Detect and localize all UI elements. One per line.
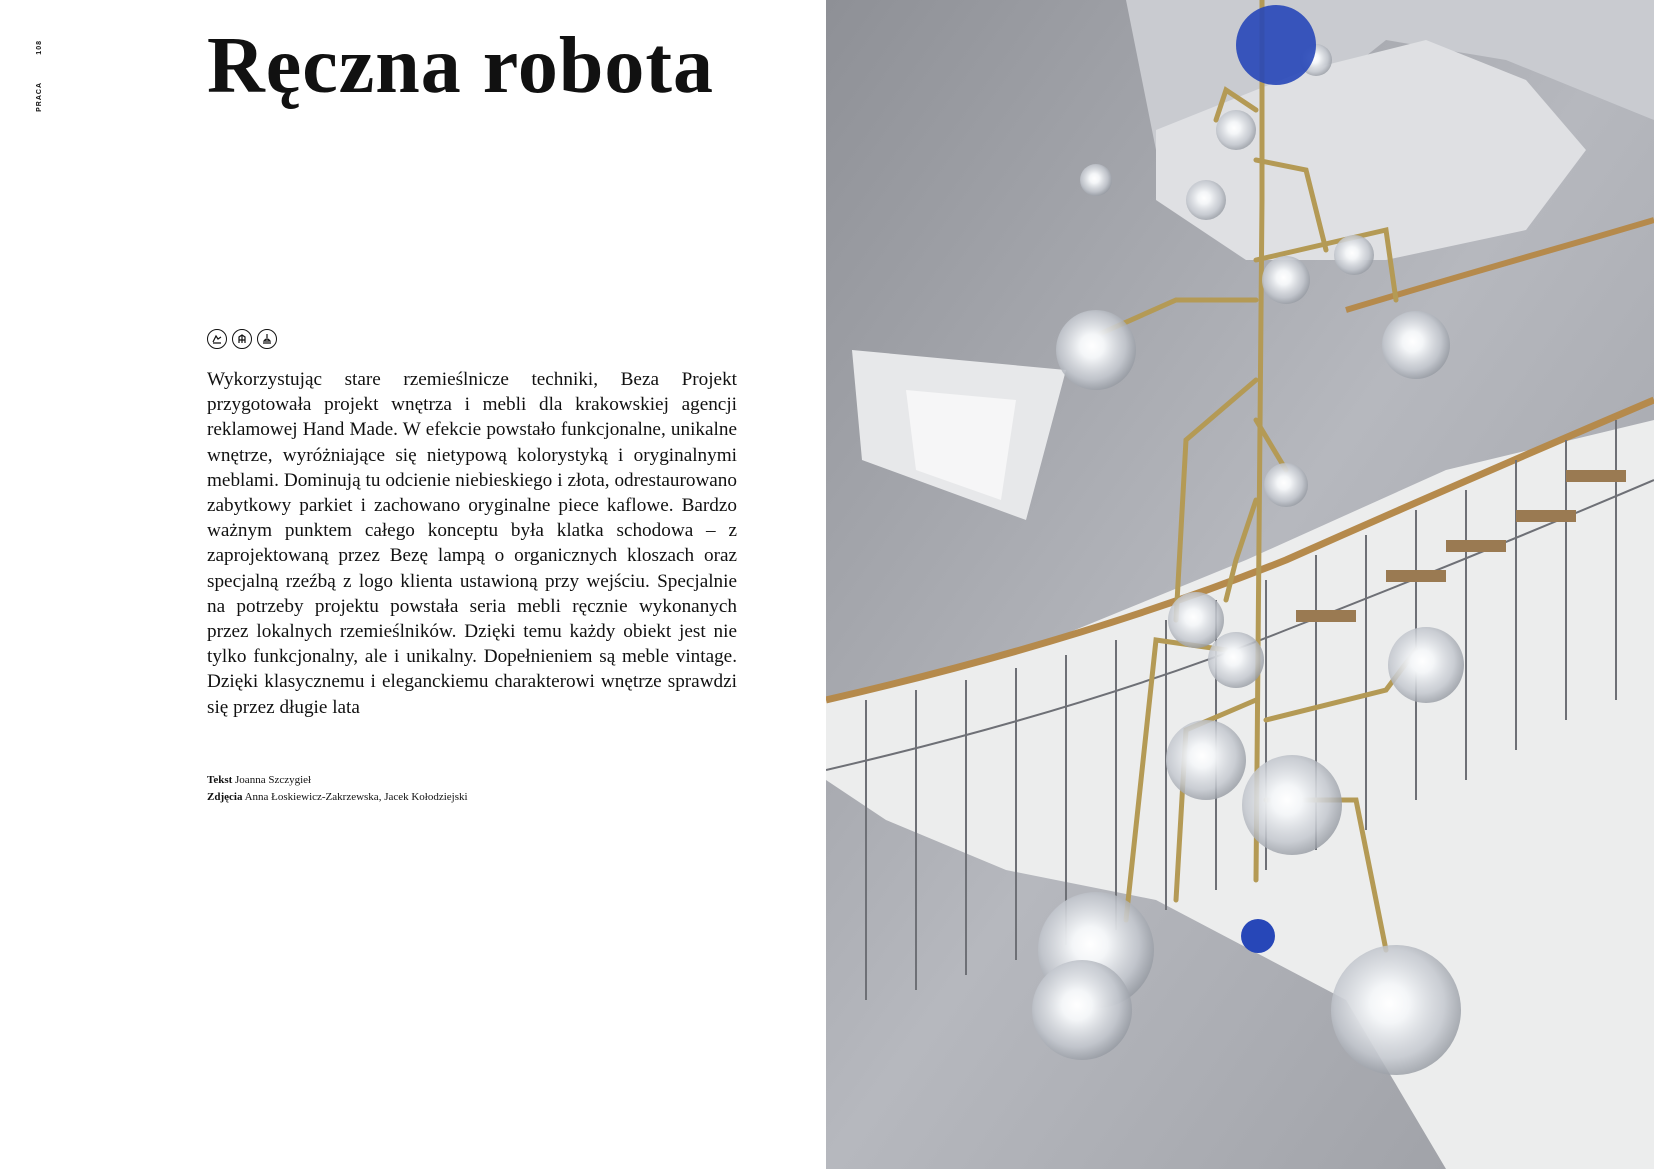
text-credit-label: Tekst [207, 774, 233, 786]
article-body: Wykorzystując stare rzemieślnicze techniki, Beza Projekt przygotowała projekt wnętrza i mebli dla krakowskiej agencji reklamowej Hand Made. W efekcie powstało funkcjonalne, unikalne wnętrze, wyróżniające się nietypową kolorystyką i oryginalnymi meblami. Dominują tu odcienie niebieskiego i złota, odrestaurowano zabytkowy parkiet i zachowano oryginalne piece kaflowe. Bardzo ważnym punktem całego konceptu była klatka schodowa – z zaprojektowaną przez Bezę lampą o organicznych kloszach oraz specjalną rzeźbą z logo klienta ustawioną przy wejściu. Specjalnie na potrzeby projektu powstała seria mebli ręcznie wykonanych przez lokalnych rzemieślników. Dzięki temu każdy obiekt jest nie tylko funkcjonalny, ale i unikalny. Dopełnieniem są meble vintage. Dzięki klasycznemu i eleganckiemu charakterowi wnętrze sprawdzi się przez długie lata [207, 369, 737, 718]
text-credit [207, 772, 657, 789]
design-icon [232, 329, 252, 349]
page-number: 108 [36, 40, 43, 55]
photo-credit [207, 789, 657, 806]
photo-illustration [826, 0, 1654, 1169]
lamp-icon [257, 329, 277, 349]
credits [207, 772, 657, 806]
photo-credit-authors: Anna Łoskiewicz-Zakrzewska, Jacek Kołodziejski [244, 791, 468, 803]
photo-credit-label: Zdjęcia [207, 791, 243, 803]
staircase-chandelier-photo [826, 0, 1654, 1169]
article-title: Ręczna robota [207, 22, 714, 110]
category-icons [207, 329, 277, 349]
hand-craft-icon [207, 329, 227, 349]
text-credit-author: Joanna Szczygieł [235, 774, 312, 786]
left-page [0, 0, 826, 1169]
running-head [36, 40, 50, 120]
section-label: PRACA [36, 82, 43, 112]
